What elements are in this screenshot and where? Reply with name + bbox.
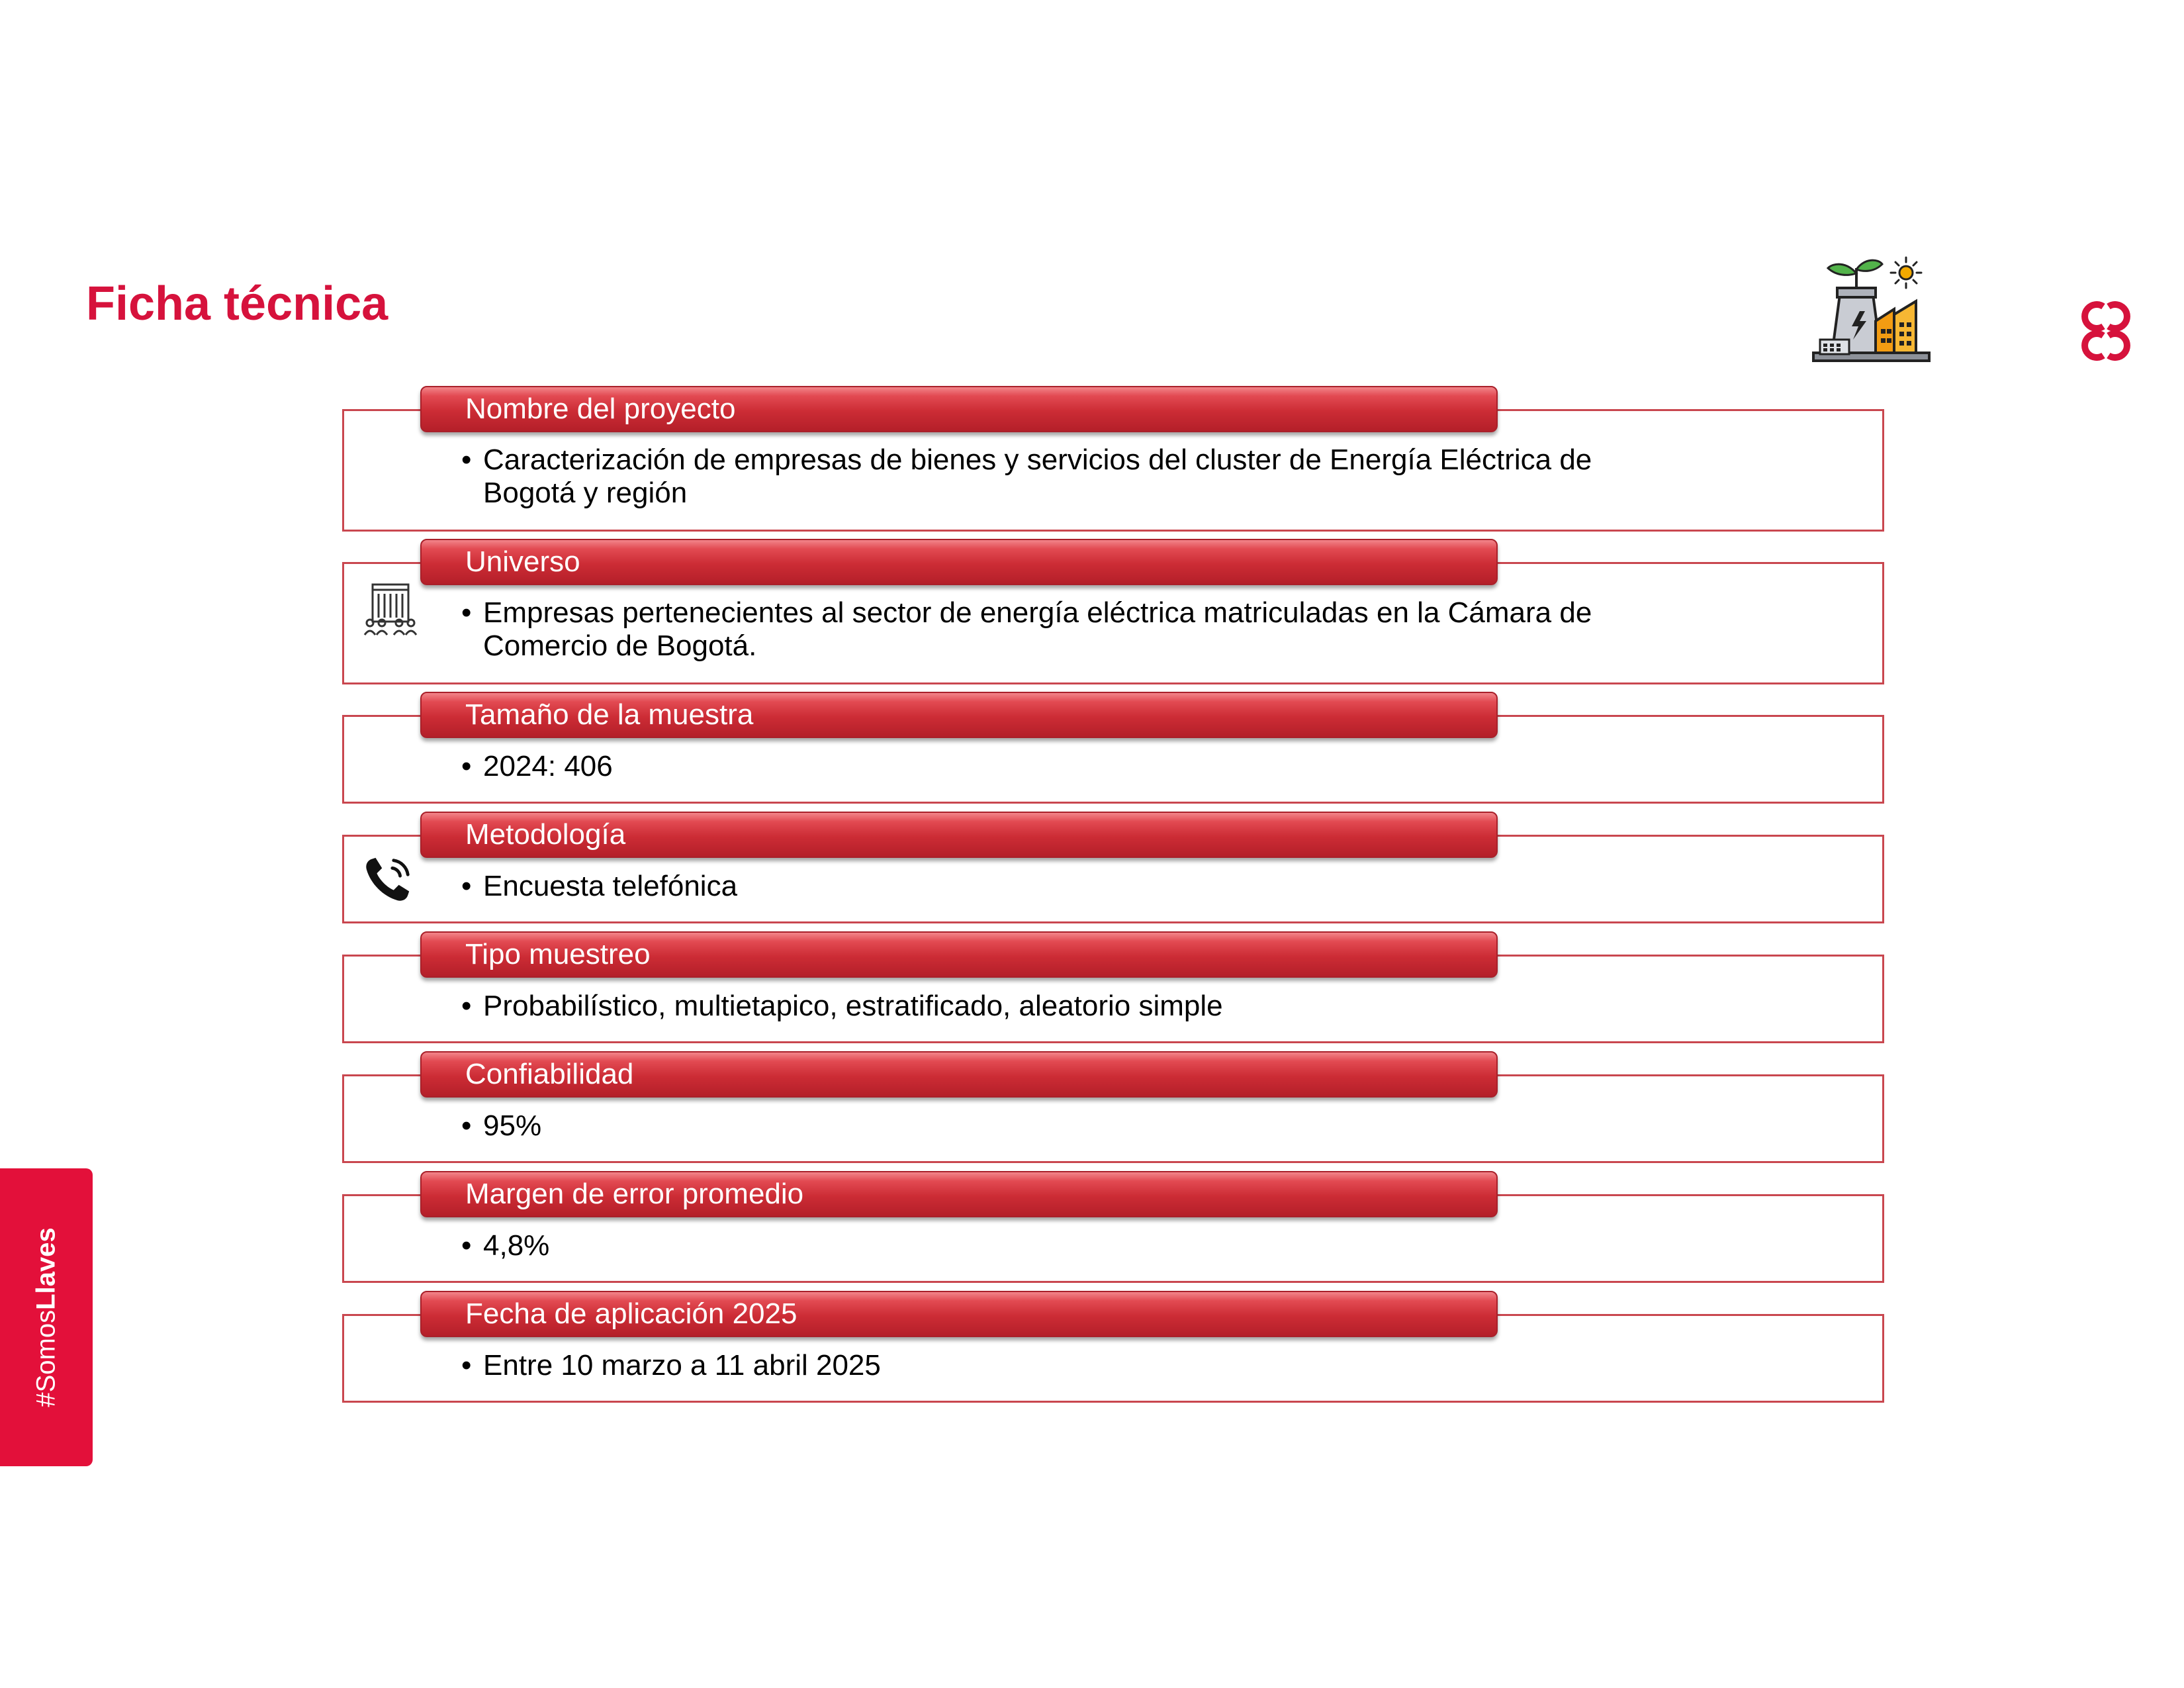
bullet-line: Comercio de Bogotá.	[483, 630, 757, 662]
hashtag-emphasis: Llaves	[31, 1227, 61, 1310]
bullet-line: Bogotá y región	[483, 477, 688, 509]
section-heading-tamano: Tamaño de la muestra	[420, 692, 1498, 738]
section-heading-margen: Margen de error promedio	[420, 1171, 1498, 1217]
section-bullet-tamano: • 2024: 406	[461, 750, 1741, 783]
section-bullet-confiabilidad: • 95%	[461, 1109, 1741, 1143]
section-heading-fecha: Fecha de aplicación 2025	[420, 1291, 1498, 1337]
factory-solar-icon	[1807, 248, 1936, 377]
section-bullet-nombre	[461, 444, 1741, 510]
section-heading-metodologia: Metodología	[420, 812, 1498, 858]
section-bullet-margen: • 4,8%	[461, 1229, 1741, 1262]
section-heading-nombre: Nombre del proyecto	[420, 386, 1498, 432]
hashtag-prefix: #Somos	[31, 1309, 61, 1407]
page-title: Ficha técnica	[86, 277, 388, 330]
bullet-line: Caracterización de empresas de bienes y servicios del cluster de Energía Eléctrica de	[483, 444, 1592, 476]
building-people-icon	[361, 579, 420, 639]
section-heading-confiabilidad: Confiabilidad	[420, 1051, 1498, 1098]
section-heading-tipo: Tipo muestreo	[420, 931, 1498, 978]
ccb-logo	[2078, 301, 2134, 361]
section-bullet-universo	[461, 596, 1741, 663]
phone-ringing-icon	[363, 854, 414, 906]
section-bullet-metodologia: • Encuesta telefónica	[461, 870, 1741, 903]
side-hashtag-tab	[0, 1168, 93, 1466]
section-bullet-fecha: • Entre 10 marzo a 11 abril 2025	[461, 1349, 1741, 1382]
side-hashtag-text	[32, 1227, 62, 1407]
section-bullet-tipo: • Probabilístico, multietapico, estratificado, aleatorio simple	[461, 990, 1741, 1023]
section-heading-universo: Universo	[420, 539, 1498, 585]
bullet-line: Empresas pertenecientes al sector de energía eléctrica matriculadas en la Cámara de	[483, 596, 1592, 629]
